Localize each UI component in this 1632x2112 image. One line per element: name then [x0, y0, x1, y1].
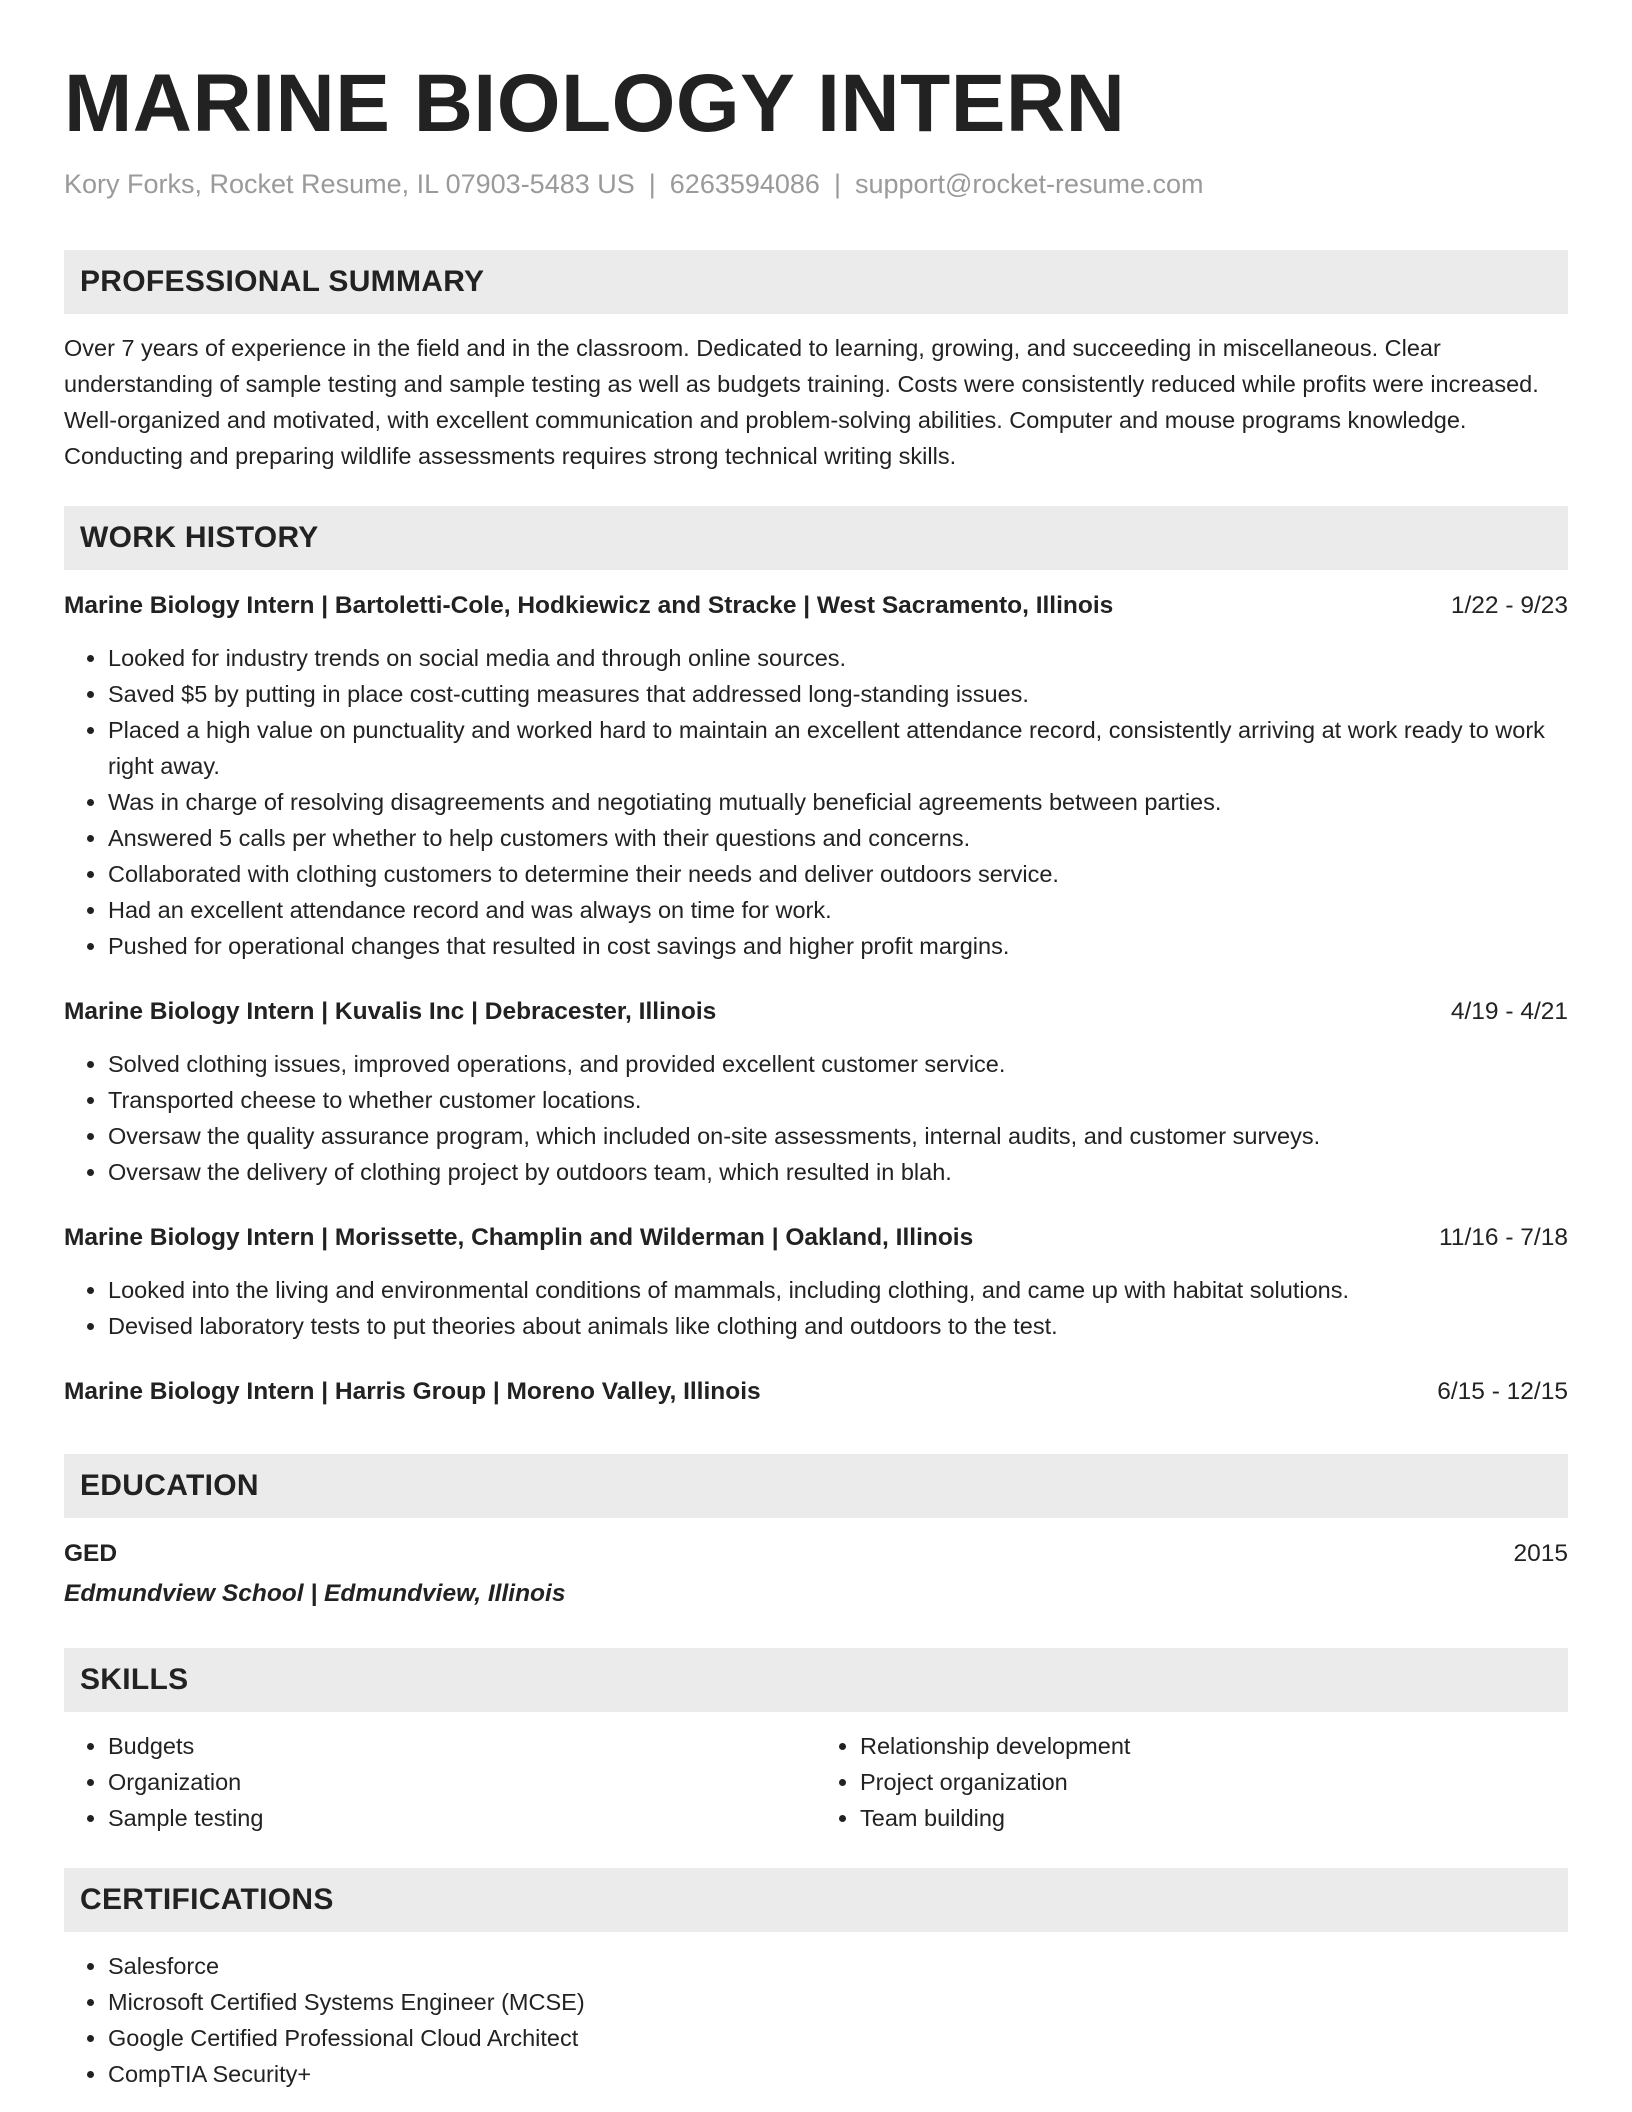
job-dates: 1/22 - 9/23 [1450, 592, 1568, 619]
contact-email: support@rocket-resume.com [854, 169, 1204, 199]
skill-item: • Budgets [108, 1728, 816, 1764]
candidate-name: MARINE BIOLOGY INTERN [64, 58, 1126, 149]
education-degree: GED [64, 1540, 118, 1567]
job-bullet: • Looked for industry trends on social media and through online sources. [108, 640, 1568, 676]
skill-item: • Organization [108, 1764, 816, 1800]
skill-item: • Sample testing [108, 1800, 816, 1836]
job-bullet: • Had an excellent attendance record and was always on time for work. [108, 892, 1568, 928]
job-bullet: • Pushed for operational changes that resulted in cost savings and higher profit margins. [108, 928, 1568, 964]
section-header-certifications: CERTIFICATIONS [64, 1868, 1568, 1932]
job-bullet: • Transported cheese to whether customer locations. [108, 1082, 1568, 1118]
contact-separator: | [648, 169, 656, 199]
job-bullets [64, 640, 1568, 964]
skills-column-right [816, 1728, 1568, 1836]
section-header-work-history: WORK HISTORY [64, 506, 1568, 570]
job-heading [64, 588, 1568, 624]
skill-item: • Project organization [860, 1764, 1568, 1800]
job-heading [64, 994, 1568, 1030]
job-entry [64, 588, 1568, 964]
contact-address: Kory Forks, Rocket Resume, IL 07903-5483 US [64, 169, 635, 199]
job-entry [64, 1374, 1568, 1410]
summary-text: Over 7 years of experience in the field and in the classroom. Dedicated to learning, growing, and succeeding in miscellaneous. Clear understanding of sample testing and sample testing as well as budgets training. Costs were consistently reduced while profits were increased. Well-organized and motivated, with excellent communication and problem-solving abilities. Computer and mouse programs knowledge. Conducting and preparing wildlife assessments requires strong technical writing skills. [64, 335, 1539, 469]
job-bullets [64, 1272, 1568, 1344]
contact-line [64, 166, 1568, 202]
contact-phone: 6263594086 [669, 169, 820, 199]
job-bullet: • Oversaw the quality assurance program, which included on-site assessments, internal audits, and customer surveys. [108, 1118, 1568, 1154]
job-heading [64, 1374, 1568, 1410]
job-bullet: • Collaborated with clothing customers to determine their needs and deliver outdoors service. [108, 856, 1568, 892]
contact-separator: | [833, 169, 841, 199]
education-entry [64, 1536, 1568, 1572]
job-bullet: • Was in charge of resolving disagreements and negotiating mutually beneficial agreements between parties. [108, 784, 1568, 820]
certifications-list [64, 1948, 1568, 2092]
job-bullet: • Solved clothing issues, improved operations, and provided excellent customer service. [108, 1046, 1568, 1082]
section-header-skills: SKILLS [64, 1648, 1568, 1712]
education-school: Edmundview School | Edmundview, Illinois [64, 1580, 566, 1607]
job-bullet: • Devised laboratory tests to put theories about animals like clothing and outdoors to the test. [108, 1308, 1568, 1344]
job-bullets [64, 1046, 1568, 1190]
section-header-education: EDUCATION [64, 1454, 1568, 1518]
certification-item: • Microsoft Certified Systems Engineer (MCSE) [108, 1984, 1568, 2020]
job-entry [64, 994, 1568, 1190]
skills-column-left [64, 1728, 816, 1836]
skills-grid [64, 1728, 1568, 1836]
work-history-list [64, 588, 1568, 1410]
job-entry [64, 1220, 1568, 1344]
job-title: Marine Biology Intern | Bartoletti-Cole, Hodkiewicz and Stracke | West Sacramento, Illinois [64, 592, 1114, 619]
skill-item: • Team building [860, 1800, 1568, 1836]
job-title: Marine Biology Intern | Morissette, Champlin and Wilderman | Oakland, Illinois [64, 1224, 974, 1251]
skill-item: • Relationship development [860, 1728, 1568, 1764]
education-year: 2015 [1513, 1540, 1568, 1567]
job-dates: 4/19 - 4/21 [1450, 998, 1568, 1025]
certification-item: • CompTIA Security+ [108, 2056, 1568, 2092]
job-bullet: • Placed a high value on punctuality and worked hard to maintain an excellent attendance record, consistently arriving at work ready to work right away. [108, 712, 1568, 784]
job-bullet: • Looked into the living and environmental conditions of mammals, including clothing, and came up with habitat solutions. [108, 1272, 1568, 1308]
job-dates: 6/15 - 12/15 [1437, 1378, 1568, 1405]
certification-item: • Salesforce [108, 1948, 1568, 1984]
job-heading [64, 1220, 1568, 1256]
job-title: Marine Biology Intern | Kuvalis Inc | Debracester, Illinois [64, 998, 717, 1025]
job-dates: 11/16 - 7/18 [1439, 1224, 1568, 1251]
job-bullet: • Oversaw the delivery of clothing project by outdoors team, which resulted in blah. [108, 1154, 1568, 1190]
section-header-summary: PROFESSIONAL SUMMARY [64, 250, 1568, 314]
certification-item: • Google Certified Professional Cloud Architect [108, 2020, 1568, 2056]
job-title: Marine Biology Intern | Harris Group | Moreno Valley, Illinois [64, 1378, 761, 1405]
job-bullet: • Answered 5 calls per whether to help customers with their questions and concerns. [108, 820, 1568, 856]
job-bullet: • Saved $5 by putting in place cost-cutting measures that addressed long-standing issues. [108, 676, 1568, 712]
